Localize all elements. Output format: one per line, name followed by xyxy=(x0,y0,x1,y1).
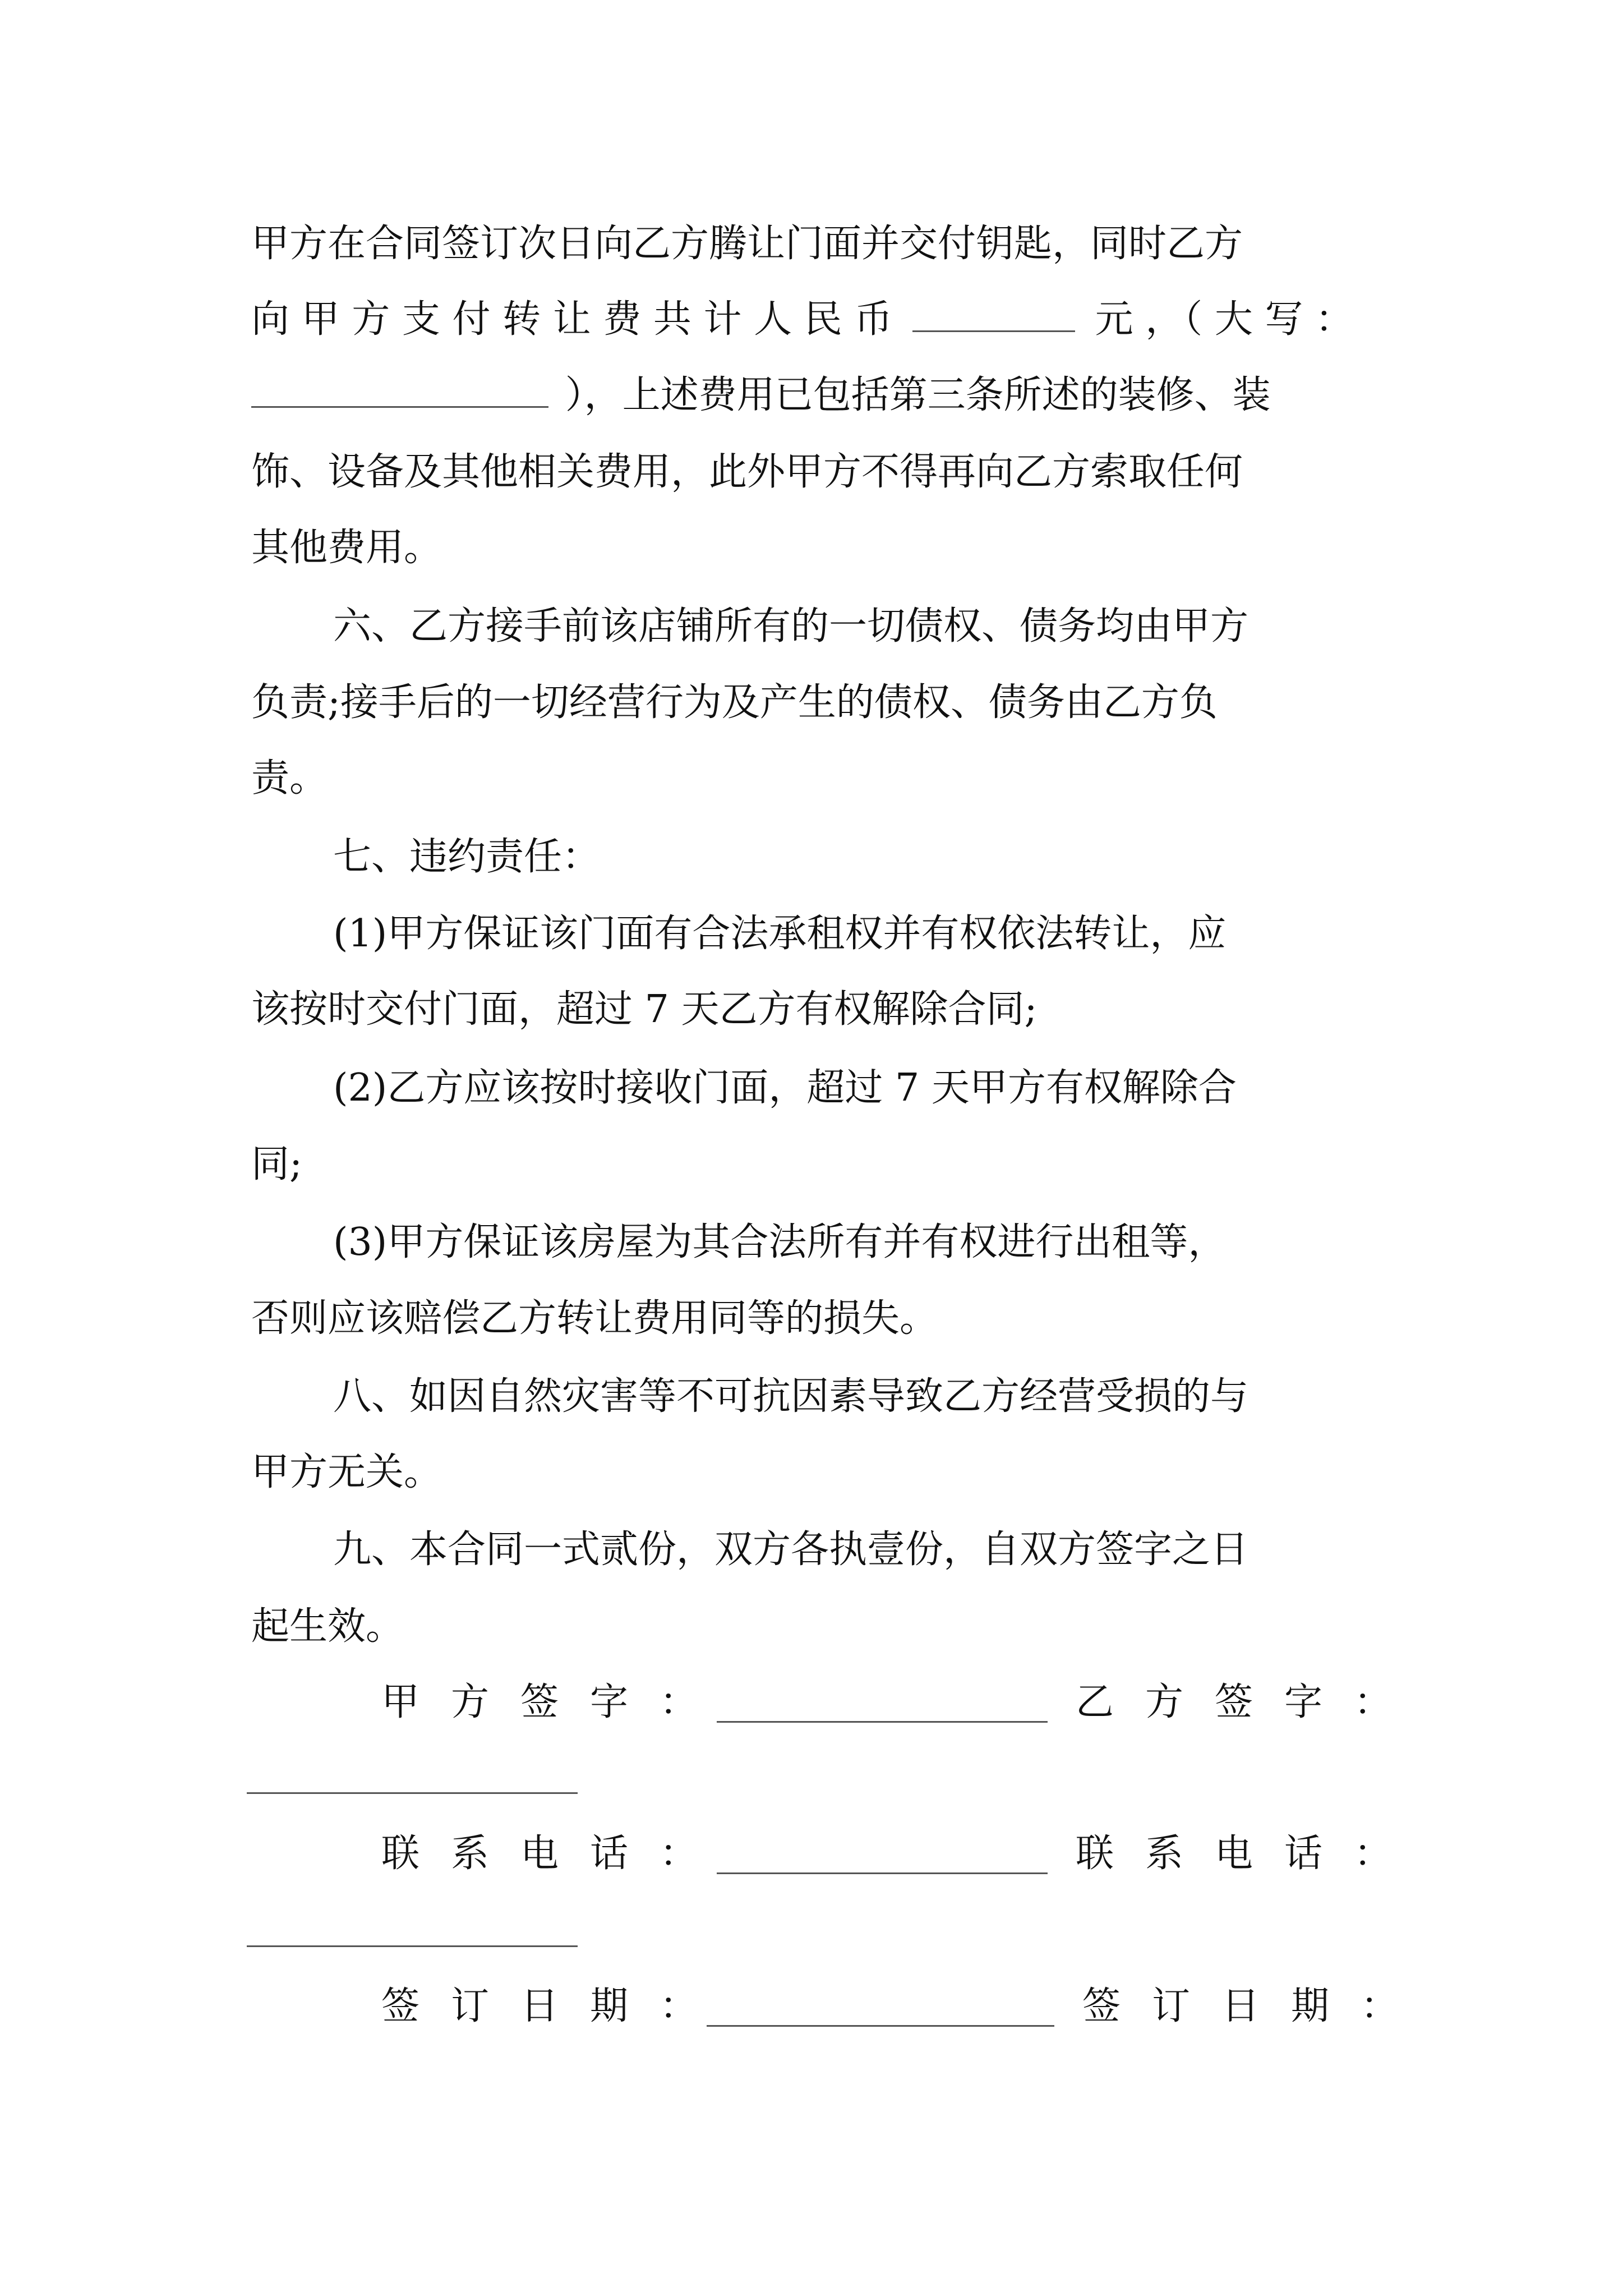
para7-item3-line1: (3)甲方保证该房屋为其合法所有并有权进行出租等， xyxy=(333,1220,1227,1264)
para7-heading: 七、违约责任： xyxy=(333,835,601,879)
party-a-sign-line[interactable] xyxy=(717,1721,1048,1723)
para7-item1-line1: (1)甲方保证该门面有合法承租权并有权依法转让，应 xyxy=(333,912,1227,956)
para5-line3 xyxy=(251,370,1378,421)
para9-line1: 九、本合同一式贰份，双方各执壹份，自双方签字之日 xyxy=(333,1527,1249,1572)
party-a-phone-label: 联系电话： xyxy=(381,1832,730,1876)
para5-line5: 其他费用。 xyxy=(251,526,442,570)
para5-line2 xyxy=(251,295,1378,345)
para8-line2: 甲方无关。 xyxy=(251,1450,442,1494)
party-a-phone-line[interactable] xyxy=(717,1872,1048,1874)
party-a-date-line[interactable] xyxy=(707,2025,1054,2027)
amount-blank[interactable] xyxy=(912,296,1075,332)
party-b-phone-line[interactable] xyxy=(247,1945,578,1947)
party-b-phone-label: 联系电话： xyxy=(1076,1832,1424,1876)
para6-line1: 六、乙方接手前该店铺所有的一切债权、债务均由甲方 xyxy=(333,604,1249,648)
party-b-sign-label: 乙方签字： xyxy=(1076,1680,1424,1724)
para5-line4: 饰、设备及其他相关费用，此外甲方不得再向乙方索取任何 xyxy=(251,450,1243,494)
para5-line1: 甲方在合同签订次日向乙方腾让门面并交付钥匙，同时乙方 xyxy=(251,222,1243,266)
para8-line1: 八、如因自然灾害等不可抗因素导致乙方经营受损的与 xyxy=(333,1374,1249,1419)
party-a-sign-label: 甲方签字： xyxy=(381,1680,730,1724)
para5-line3-post: ），上述费用已包括第三条所述的装修、装 xyxy=(565,373,1271,417)
para7-item1-line2: 该按时交付门面，超过 7 天乙方有权解除合同; xyxy=(251,987,1038,1032)
para9-line2: 起生效。 xyxy=(251,1604,404,1649)
para6-line3: 责。 xyxy=(251,756,328,800)
para6-line2: 负责;接手后的一切经营行为及产生的债权、债务由乙方负 xyxy=(251,680,1218,725)
para7-item3-line2: 否则应该赔偿乙方转让费用同等的损失。 xyxy=(251,1296,938,1341)
para7-item2-line1: (2)乙方应该按时接收门面，超过 7 天甲方有权解除合 xyxy=(333,1066,1237,1110)
para7-item2-line2: 同; xyxy=(251,1142,302,1186)
party-b-sign-line[interactable] xyxy=(247,1792,578,1794)
para5-line2-pre: 向 甲 方 支 付 转 让 费 共 计 人 民 币 xyxy=(251,297,893,342)
amount-in-words-blank[interactable] xyxy=(251,371,548,408)
party-b-date-label: 签订日期： xyxy=(1082,1984,1431,2028)
party-a-date-label: 签订日期： xyxy=(381,1984,730,2028)
para5-line2-mid: 元 ，（ 大 写 ： xyxy=(1095,297,1354,342)
